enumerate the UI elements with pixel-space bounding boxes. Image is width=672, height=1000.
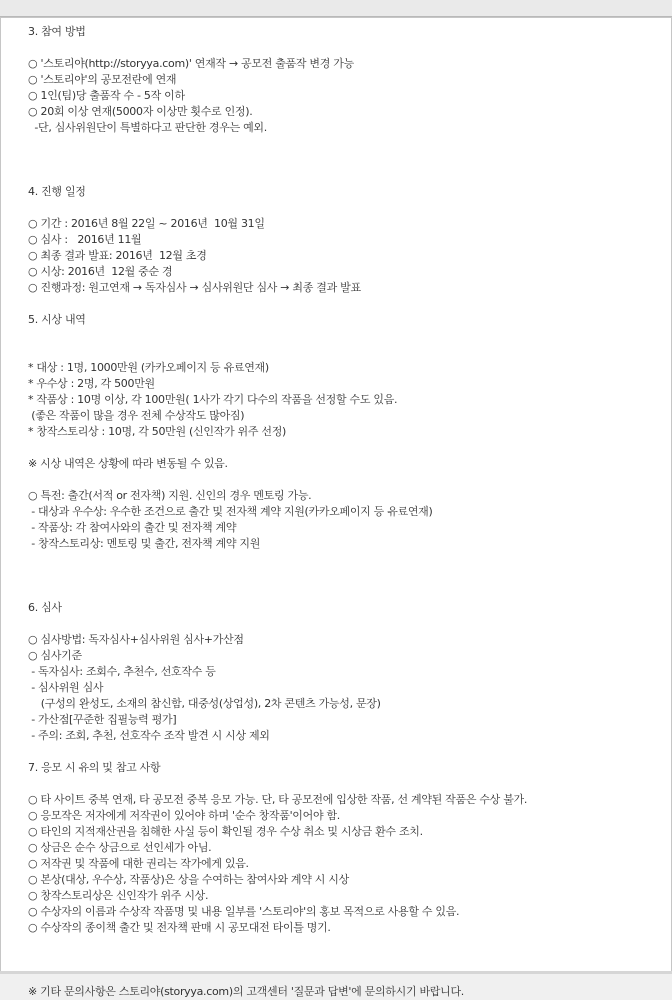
document-line	[28, 952, 668, 968]
document-line: ○ 최종 결과 발표: 2016년 12월 초경	[28, 249, 207, 262]
document-line: ○ 심사방법: 독자심사+심사위원 심사+가산점	[28, 633, 244, 646]
document-line: ○ 창작스토리상은 신인작가 위주 시상.	[28, 889, 209, 902]
document-line: -단, 심사위원단이 특별하다고 판단한 경우는 예외.	[28, 121, 267, 134]
document-line: ○ 저작권 및 작품에 대한 권리는 작가에게 있음.	[28, 857, 249, 870]
document-line: - 심사위원 심사	[28, 681, 104, 694]
bottom-border	[0, 971, 672, 974]
document-line: ○ 시상: 2016년 12월 중순 경	[28, 265, 173, 278]
document-line: * 창작스토리상 : 10명, 각 50만원 (신인작가 위주 선정)	[28, 425, 287, 438]
document-line: ○ 기간 : 2016년 8월 22일 ~ 2016년 10월 31일	[28, 217, 265, 230]
document-line: ○ 심사 : 2016년 11월	[28, 233, 142, 246]
document-line: ○ 20회 이상 연재(5000자 이상만 횟수로 인정).	[28, 105, 253, 118]
document-line: (좋은 작품이 많을 경우 전체 수상작도 많아짐)	[28, 409, 245, 422]
document-line	[28, 136, 668, 152]
document-line: ○ '스토리야(http://storyya.com)' 연재작 → 공모전 출품작 변경 가능	[28, 57, 354, 70]
document-line	[28, 552, 668, 568]
document-line	[28, 936, 668, 952]
document-line	[28, 744, 668, 760]
document-line: - 가산점[꾸준한 집필능력 평가]	[28, 713, 177, 726]
document-line: 5. 시상 내역	[28, 313, 86, 326]
document-line: * 대상 : 1명, 1000만원 (카카오페이지 등 유료연재)	[28, 361, 269, 374]
document-line: - 주의: 조회, 추천, 선호작수 조작 발견 시 시상 제외	[28, 729, 270, 742]
document-line: 6. 심사	[28, 601, 62, 614]
document-line	[28, 152, 668, 168]
document-line	[28, 344, 668, 360]
document-line: - 창작스토리상: 멘토링 및 출간, 전자책 계약 지원	[28, 537, 261, 550]
document-line	[28, 568, 668, 584]
document-line	[28, 472, 668, 488]
document-line: ○ 타 사이트 중복 연재, 타 공모전 중복 응모 가능. 단, 타 공모전에 입상한 작품, 선 계약된 작품은 수상 불가.	[28, 793, 528, 806]
document-line	[28, 168, 668, 184]
document-line: - 작품상: 각 참여사와의 출간 및 전자책 계약	[28, 521, 237, 534]
document-line: ○ 수상자의 이름과 수상작 작품명 및 내용 일부를 '스토리야'의 홍보 목적으로 사용할 수 있음.	[28, 905, 460, 918]
document-line: ○ 1인(팀)당 출품작 수 - 5작 이하	[28, 89, 185, 102]
document-line: ○ 본상(대상, 우수상, 작품상)은 상을 수여하는 참여사와 계약 시 시상	[28, 873, 349, 886]
document-line: * 작품상 : 10명 이상, 각 100만원( 1사가 각기 다수의 작품을 선정할 수도 있음.	[28, 393, 398, 406]
document-frame	[0, 17, 672, 998]
document-line: ○ '스토리야'의 공모전란에 연재	[28, 73, 177, 86]
document-line	[28, 440, 668, 456]
document-line	[28, 328, 668, 344]
document-line: ○ 상금은 순수 상금으로 선인세가 아님.	[28, 841, 212, 854]
document-line: (구성의 완성도, 소재의 참신함, 대중성(상업성), 2차 콘텐츠 가능성, 문장)	[28, 697, 381, 710]
document-line: ○ 타인의 지적재산권을 침해한 사실 등이 확인될 경우 수상 취소 및 시상금 환수 조치.	[28, 825, 423, 838]
document-line: ○ 심사기준	[28, 649, 82, 662]
document-line: ○ 특전: 출간(서적 or 전자책) 지원. 신인의 경우 멘토링 가능.	[28, 489, 312, 502]
document-line: 4. 진행 일정	[28, 185, 86, 198]
document-line: ○ 수상작의 종이책 출간 및 전자책 판매 시 공모대전 타이틀 명기.	[28, 921, 331, 934]
document-line: ○ 응모작은 저자에게 저작권이 있어야 하며 '순수 창작품'이어야 함.	[28, 809, 340, 822]
document-line: ○ 진행과정: 원고연재 → 독자심사 → 심사위원단 심사 → 최종 결과 발표	[28, 281, 361, 294]
document-content	[28, 24, 668, 1000]
document-line: - 독자심사: 조회수, 추천수, 선호작수 등	[28, 665, 216, 678]
top-toolbar	[0, 0, 672, 17]
document-line	[28, 200, 668, 216]
document-line	[28, 296, 668, 312]
document-line	[28, 776, 668, 792]
document-line: ※ 시상 내역은 상황에 따라 변동될 수 있음.	[28, 457, 228, 470]
document-line	[28, 40, 668, 56]
document-line	[28, 584, 668, 600]
document-line: 3. 참여 방법	[28, 25, 86, 38]
document-line: - 대상과 우수상: 우수한 조건으로 출간 및 전자책 계약 지원(카카오페이지 등 유료연재)	[28, 505, 433, 518]
document-line: * 우수상 : 2명, 각 500만원	[28, 377, 155, 390]
document-line: ※ 기타 문의사항은 스토리야(storyya.com)의 고객센터 '질문과 답변'에 문의하시기 바랍니다.	[28, 985, 464, 998]
document-line: 7. 응모 시 유의 및 참고 사항	[28, 761, 161, 774]
document-line	[28, 616, 668, 632]
